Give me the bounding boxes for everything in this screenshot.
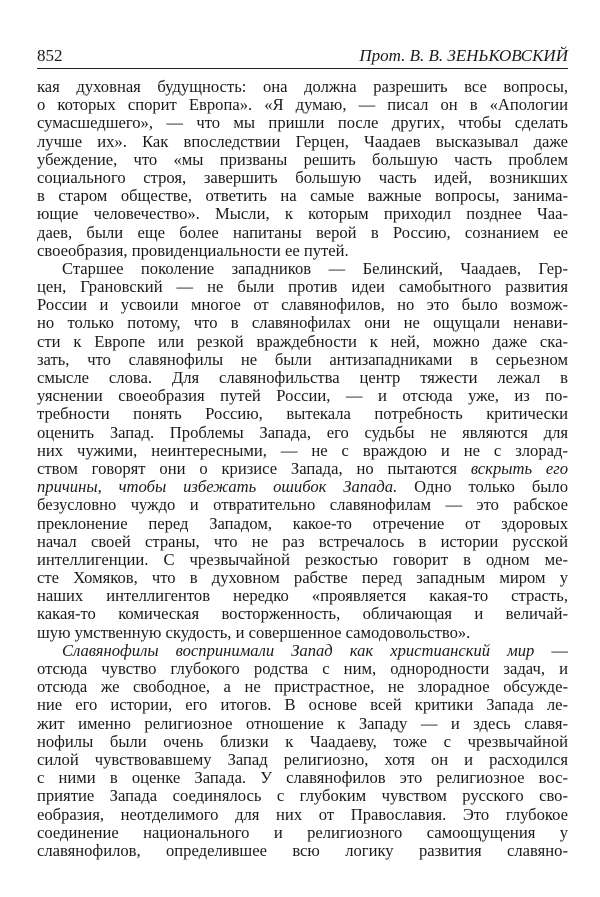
text-span: но только потому, что в славянофилах они не ощущали ненави-: [37, 313, 568, 333]
text-span: Старшее поколение западников — Белинский, Чаадаев, Гер-: [62, 258, 568, 278]
text-span: сте Хомяков, что в духовном рабстве перед западным миром у: [37, 568, 568, 588]
paragraph: [37, 78, 568, 260]
italic-text: вскрыть его: [470, 458, 568, 478]
text-span: приятие Запада соединялось с глубоким чувством русского сво-: [37, 786, 568, 806]
page-number: 852: [37, 46, 63, 65]
text-line: [37, 515, 568, 533]
text-span: России и усвоили многое от славянофилов, но это было возмож-: [37, 295, 568, 315]
text-line: [37, 642, 568, 660]
text-line: [37, 151, 568, 169]
text-span: уяснении своеобразия путей России, — и отсюда уже, из по-: [37, 386, 568, 406]
body-text: [37, 78, 568, 860]
text-line: [37, 351, 568, 369]
text-line: [37, 478, 568, 496]
text-line: [37, 333, 568, 351]
text-span: ние его истории, его итогов. В основе всей критики Запада ле-: [37, 695, 568, 715]
italic-text: причины, чтобы избежать ошибок Запада.: [37, 477, 398, 497]
text-line: [37, 806, 568, 824]
running-title: Прот. В. В. ЗЕНЬКОВСКИЙ: [359, 46, 568, 65]
text-line: [37, 296, 568, 314]
text-line: [37, 751, 568, 769]
text-span: цен, Грановский — не были против идеи самобытного развития: [37, 277, 568, 297]
text-line: [37, 405, 568, 423]
text-line: [37, 569, 568, 587]
text-line: [37, 460, 568, 478]
text-line: [37, 769, 568, 787]
text-span: кая духовная будущность: она должна разрешить все вопросы,: [37, 77, 568, 96]
text-span: отсюда же свободное, а не пристрастное, не злорадное обсужде-: [37, 677, 568, 697]
text-span: оценить Запад. Проблемы Запада, его судьбы не являются для: [37, 422, 568, 442]
text-line: [37, 715, 568, 733]
page-header: [37, 44, 568, 69]
text-span: соединение национального и религиозного самоощущения у: [37, 822, 568, 842]
text-line: [37, 787, 568, 805]
text-line: [37, 78, 568, 96]
text-line: [37, 205, 568, 223]
text-span: наших интеллигентов нередко «проявляется какая-то страсть,: [37, 586, 568, 606]
text-span: начал своей страны, что не раз встречалось в истории русской: [37, 531, 568, 551]
text-line: [37, 696, 568, 714]
text-line: [37, 424, 568, 442]
text-span: сти к Европе или резкой враждебности к ней, можно даже ска-: [37, 331, 568, 351]
text-line: [37, 114, 568, 132]
text-line: [37, 605, 568, 623]
text-line: [37, 733, 568, 751]
text-line: [37, 224, 568, 242]
text-line: [37, 587, 568, 605]
text-span: ющие человечество». Мысли, к которым приходил позднее Чаа-: [37, 204, 568, 224]
text-span: отсюда чувство глубокого родства с ним, однородности задач, и: [37, 659, 568, 678]
text-span: интеллигенции. С чрезвычайной резкостью говорит в одном ме-: [37, 549, 568, 569]
text-span: о которых спорит Европа». «Я думаю, — писал он в «Апологии: [37, 95, 568, 115]
text-line: [37, 533, 568, 551]
text-span: убеждение, что «мы призваны решить большую часть проблем: [37, 149, 568, 169]
text-line: [37, 96, 568, 114]
text-line: [37, 442, 568, 460]
text-line: [37, 133, 568, 151]
text-span: силой чувствовавшему Запад религиозно, хотя он и расходился: [37, 749, 568, 769]
text-span: смысле слова. Для славянофильства центр тяжести лежал в: [37, 368, 568, 387]
text-line: [37, 387, 568, 405]
text-span: ством говорят они о кризисе Запада, но пытаются: [37, 458, 471, 478]
text-span: преклонение перед Западом, какое-то отречение от здоровых: [37, 513, 568, 533]
text-line: [37, 369, 568, 387]
text-line: [37, 624, 568, 642]
text-span: зать, что славянофилы не были антизападниками в серьезном: [37, 349, 568, 369]
text-line: [37, 824, 568, 842]
text-span: сумасшедшего», — что мы пришли после других, чтобы сделать: [37, 113, 568, 133]
text-line: [37, 314, 568, 332]
paragraph: [37, 642, 568, 860]
text-span: шую умственную скудость, и совершенное самодовольство».: [37, 622, 471, 642]
text-line: [37, 242, 568, 260]
text-span: своеобразия, провиденциальности ее путей.: [37, 240, 349, 260]
text-span: даев, были еще более напитаны верой в Россию, сознанием ее: [37, 222, 568, 242]
text-span: в старом обществе, ответить на самые важные вопросы, занима-: [37, 186, 568, 206]
text-line: [37, 187, 568, 205]
text-span: какая-то комическая восторженность, обличающая и величай-: [37, 604, 568, 624]
text-span: славянофилов, определившее всю логику развития славяно-: [37, 840, 568, 860]
text-span: Одно только было: [397, 477, 568, 497]
text-line: [37, 551, 568, 569]
text-line: [37, 260, 568, 278]
text-line: [37, 278, 568, 296]
text-span: еобразия, неотделимого для них от Православия. Это глубокое: [37, 804, 568, 824]
text-span: жит именно религиозное отношение к Западу — и здесь славя-: [37, 713, 568, 733]
text-line: [37, 660, 568, 678]
text-span: —: [534, 640, 568, 660]
paragraph: [37, 260, 568, 642]
text-span: безусловно чуждо и отвратительно славянофилам — это рабское: [37, 495, 568, 515]
text-span: них чужими, неинтересными, — не с враждою и не с злорад-: [37, 440, 568, 460]
text-line: [37, 678, 568, 696]
text-span: с ними в оценке Запада. У славянофилов это религиозное вос-: [37, 768, 568, 788]
text-span: нофилы были очень близки к Чаадаеву, тоже с чрезвычайной: [37, 731, 568, 751]
text-line: [37, 496, 568, 514]
text-span: лучше их». Как впоследствии Герцен, Чаадаев высказывал даже: [37, 131, 568, 151]
text-span: социального строя, завершить большую часть идей, возникших: [37, 167, 568, 187]
italic-text: Славянофилы воспринимали Запад как христианский мир: [62, 640, 535, 660]
text-span: требности понять Россию, вытекала потребность критически: [37, 404, 568, 424]
text-line: [37, 842, 568, 860]
text-line: [37, 169, 568, 187]
